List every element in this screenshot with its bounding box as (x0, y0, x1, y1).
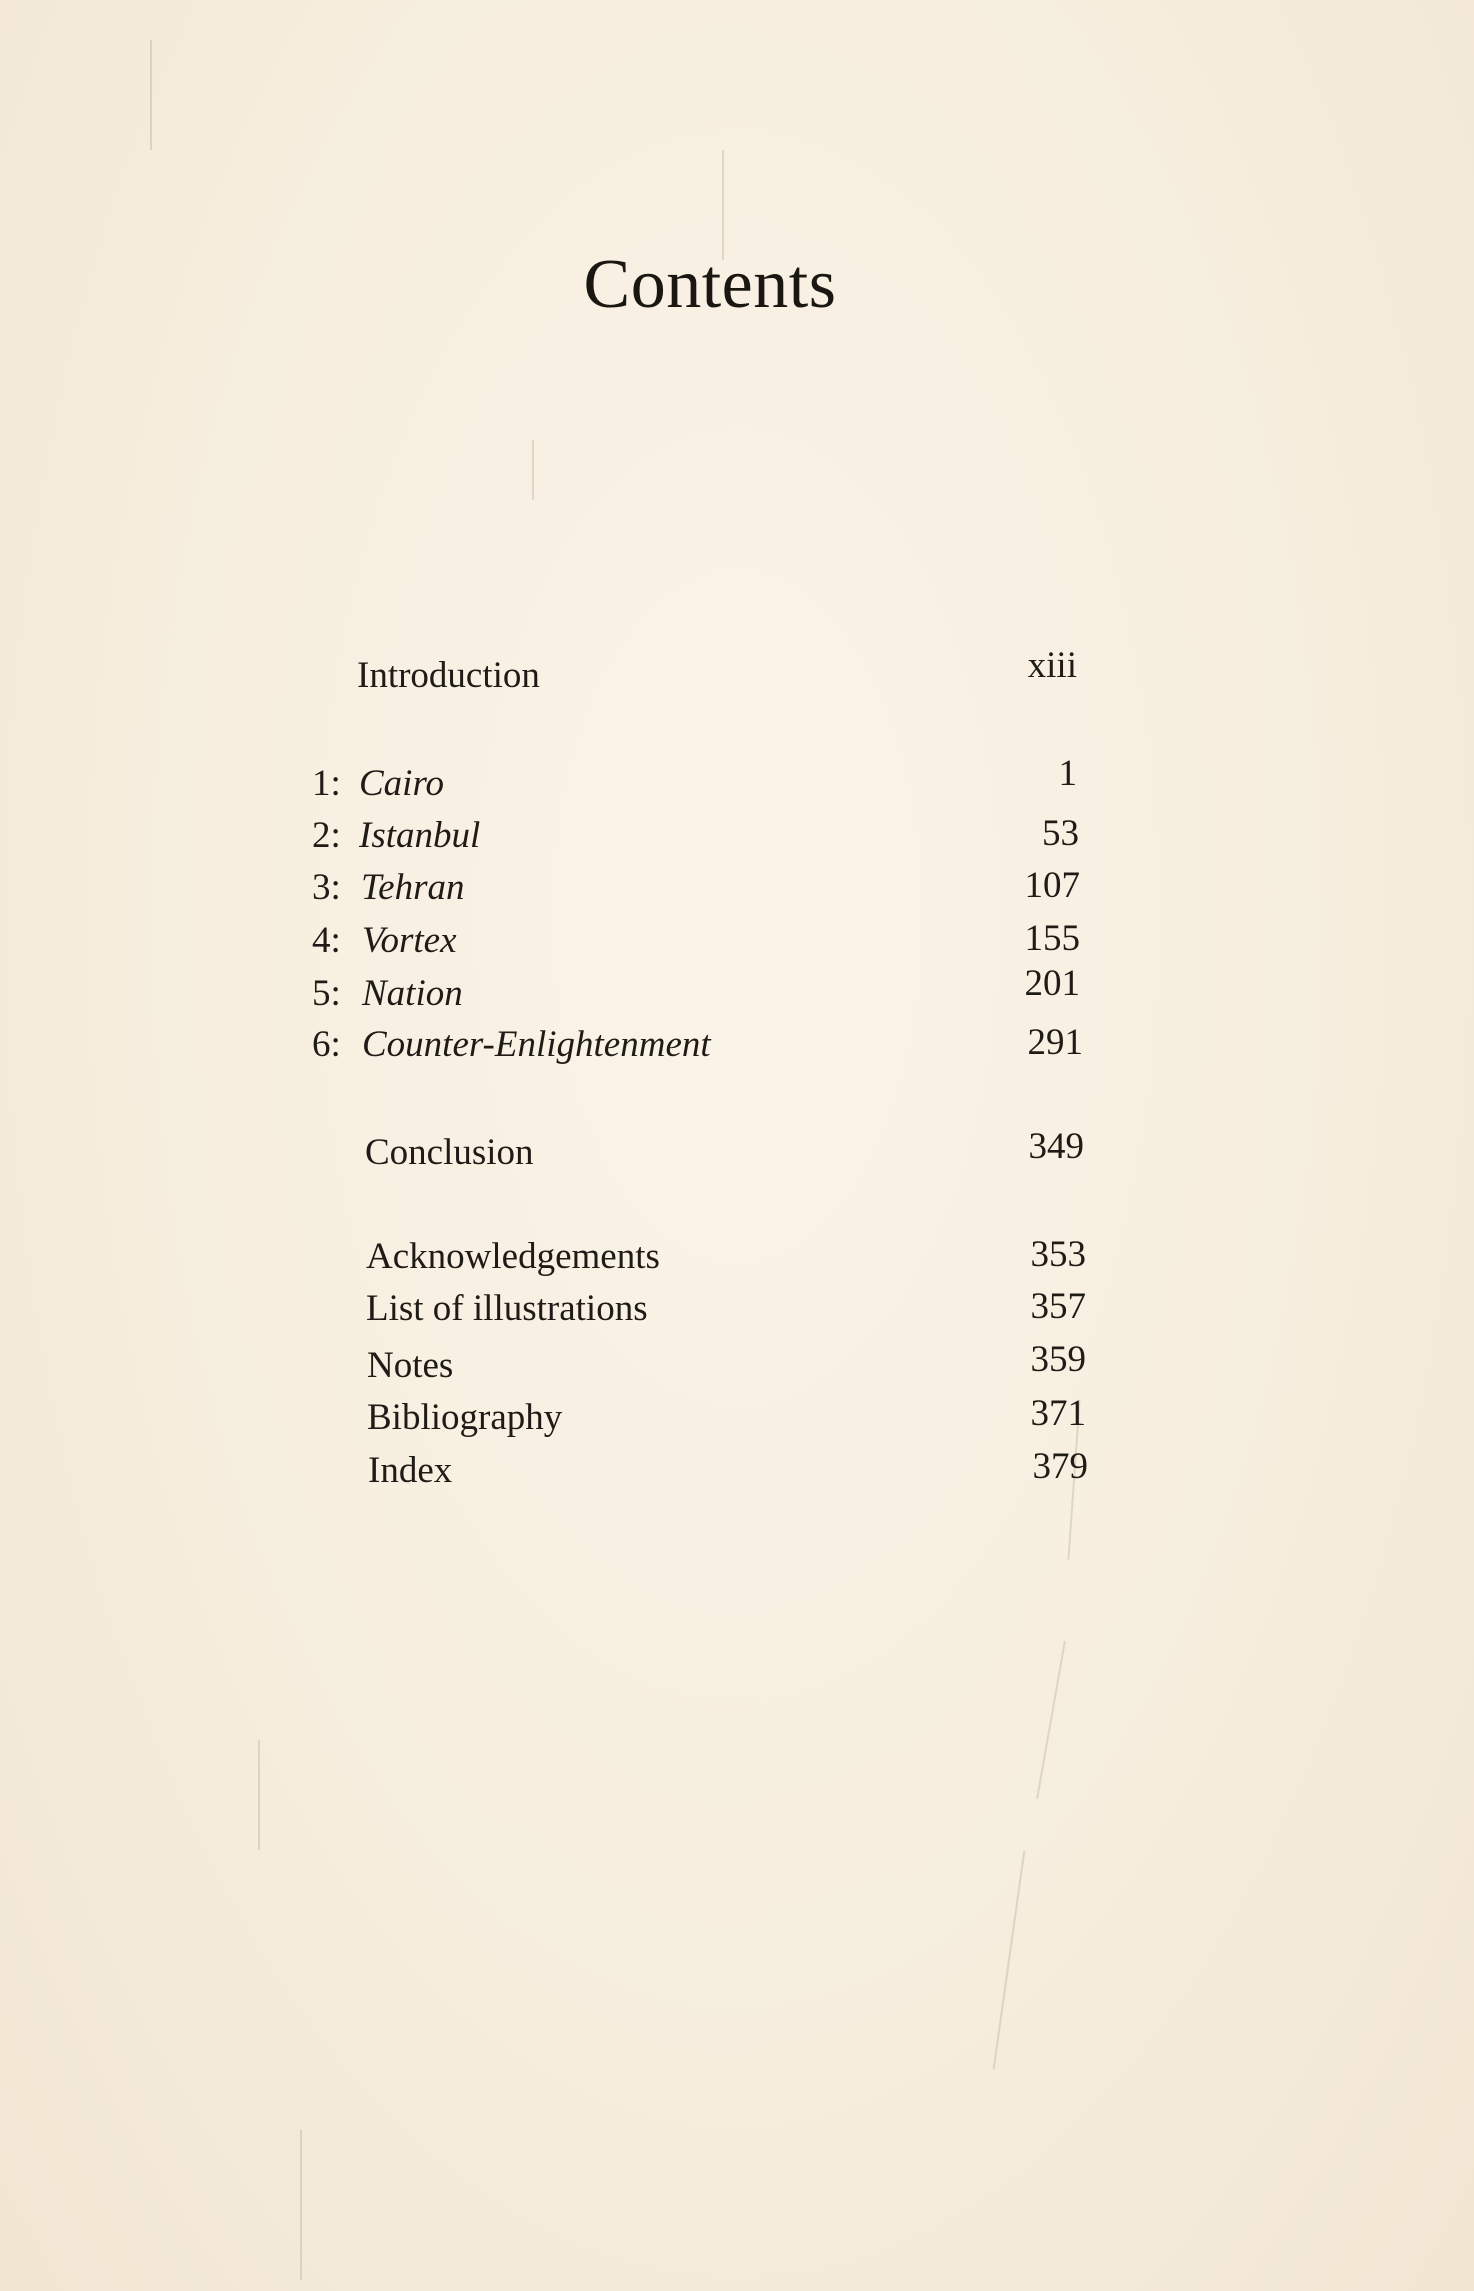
toc-chapter-label: Nation (362, 973, 463, 1014)
toc-chapter-number: 2: (312, 815, 341, 856)
toc-chapter-3 (0, 860, 1474, 916)
toc-chapter-1 (0, 753, 1474, 812)
page-title: Contents (583, 246, 837, 323)
toc-chapter-number: 3: (312, 867, 341, 908)
paper-streak (1036, 1641, 1066, 1799)
toc-entry-page: xiii (1027, 645, 1077, 686)
toc-backmatter-illustrations (0, 1281, 1474, 1337)
paper-streak (532, 440, 534, 500)
paper-streak (300, 2130, 302, 2280)
toc-entry-label: Index (368, 1450, 453, 1491)
paper-streak (258, 1740, 260, 1850)
toc-entry-label: List of illustrations (366, 1288, 648, 1329)
paper-streak (150, 40, 152, 150)
toc-backmatter-bibliography (0, 1390, 1474, 1446)
toc-chapter-number: 5: (312, 973, 341, 1014)
toc-entry-page: 359 (1030, 1339, 1086, 1380)
toc-chapter-number: 6: (312, 1024, 341, 1065)
toc-chapter-number: 4: (312, 920, 341, 961)
toc-chapter-6 (0, 1017, 1474, 1073)
toc-entry-label: Introduction (357, 655, 540, 696)
toc-entry-label: Acknowledgements (366, 1236, 660, 1277)
toc-entry-page: 349 (1028, 1126, 1084, 1167)
toc-chapter-page: 107 (1024, 865, 1080, 906)
toc-chapter-page: 291 (1027, 1022, 1083, 1063)
paper-streak (993, 1851, 1026, 2069)
toc-chapter-5 (0, 963, 1474, 1022)
toc-chapter-2 (0, 808, 1474, 864)
toc-chapter-4 (0, 913, 1474, 969)
toc-entry-label: Notes (367, 1345, 454, 1386)
toc-chapter-label: Tehran (361, 867, 465, 908)
toc-entry-page: 379 (1032, 1446, 1088, 1487)
toc-chapter-number: 1: (312, 763, 341, 804)
toc-backmatter-acknowledgements (0, 1229, 1474, 1285)
toc-entry-page: 357 (1030, 1286, 1086, 1327)
toc-chapter-page: 1 (1058, 753, 1077, 794)
toc-entry-label: Conclusion (365, 1132, 534, 1173)
toc-chapter-page: 53 (1042, 813, 1079, 854)
toc-chapter-page: 201 (1024, 963, 1080, 1004)
toc-entry-page: 371 (1030, 1393, 1086, 1434)
toc-backmatter-index (0, 1443, 1474, 1499)
toc-entry-label: Bibliography (367, 1397, 563, 1438)
toc-backmatter-notes (0, 1338, 1474, 1394)
paper-streak (722, 150, 724, 260)
toc-chapter-label: Vortex (362, 920, 457, 961)
toc-chapter-page: 155 (1024, 918, 1080, 959)
toc-entry-conclusion (0, 1125, 1474, 1181)
toc-chapter-label: Istanbul (359, 815, 481, 856)
toc-entry-introduction (0, 645, 1474, 704)
toc-chapter-label: Cairo (359, 763, 444, 804)
toc-entry-page: 353 (1030, 1234, 1086, 1275)
toc-chapter-label: Counter-Enlightenment (362, 1024, 711, 1065)
